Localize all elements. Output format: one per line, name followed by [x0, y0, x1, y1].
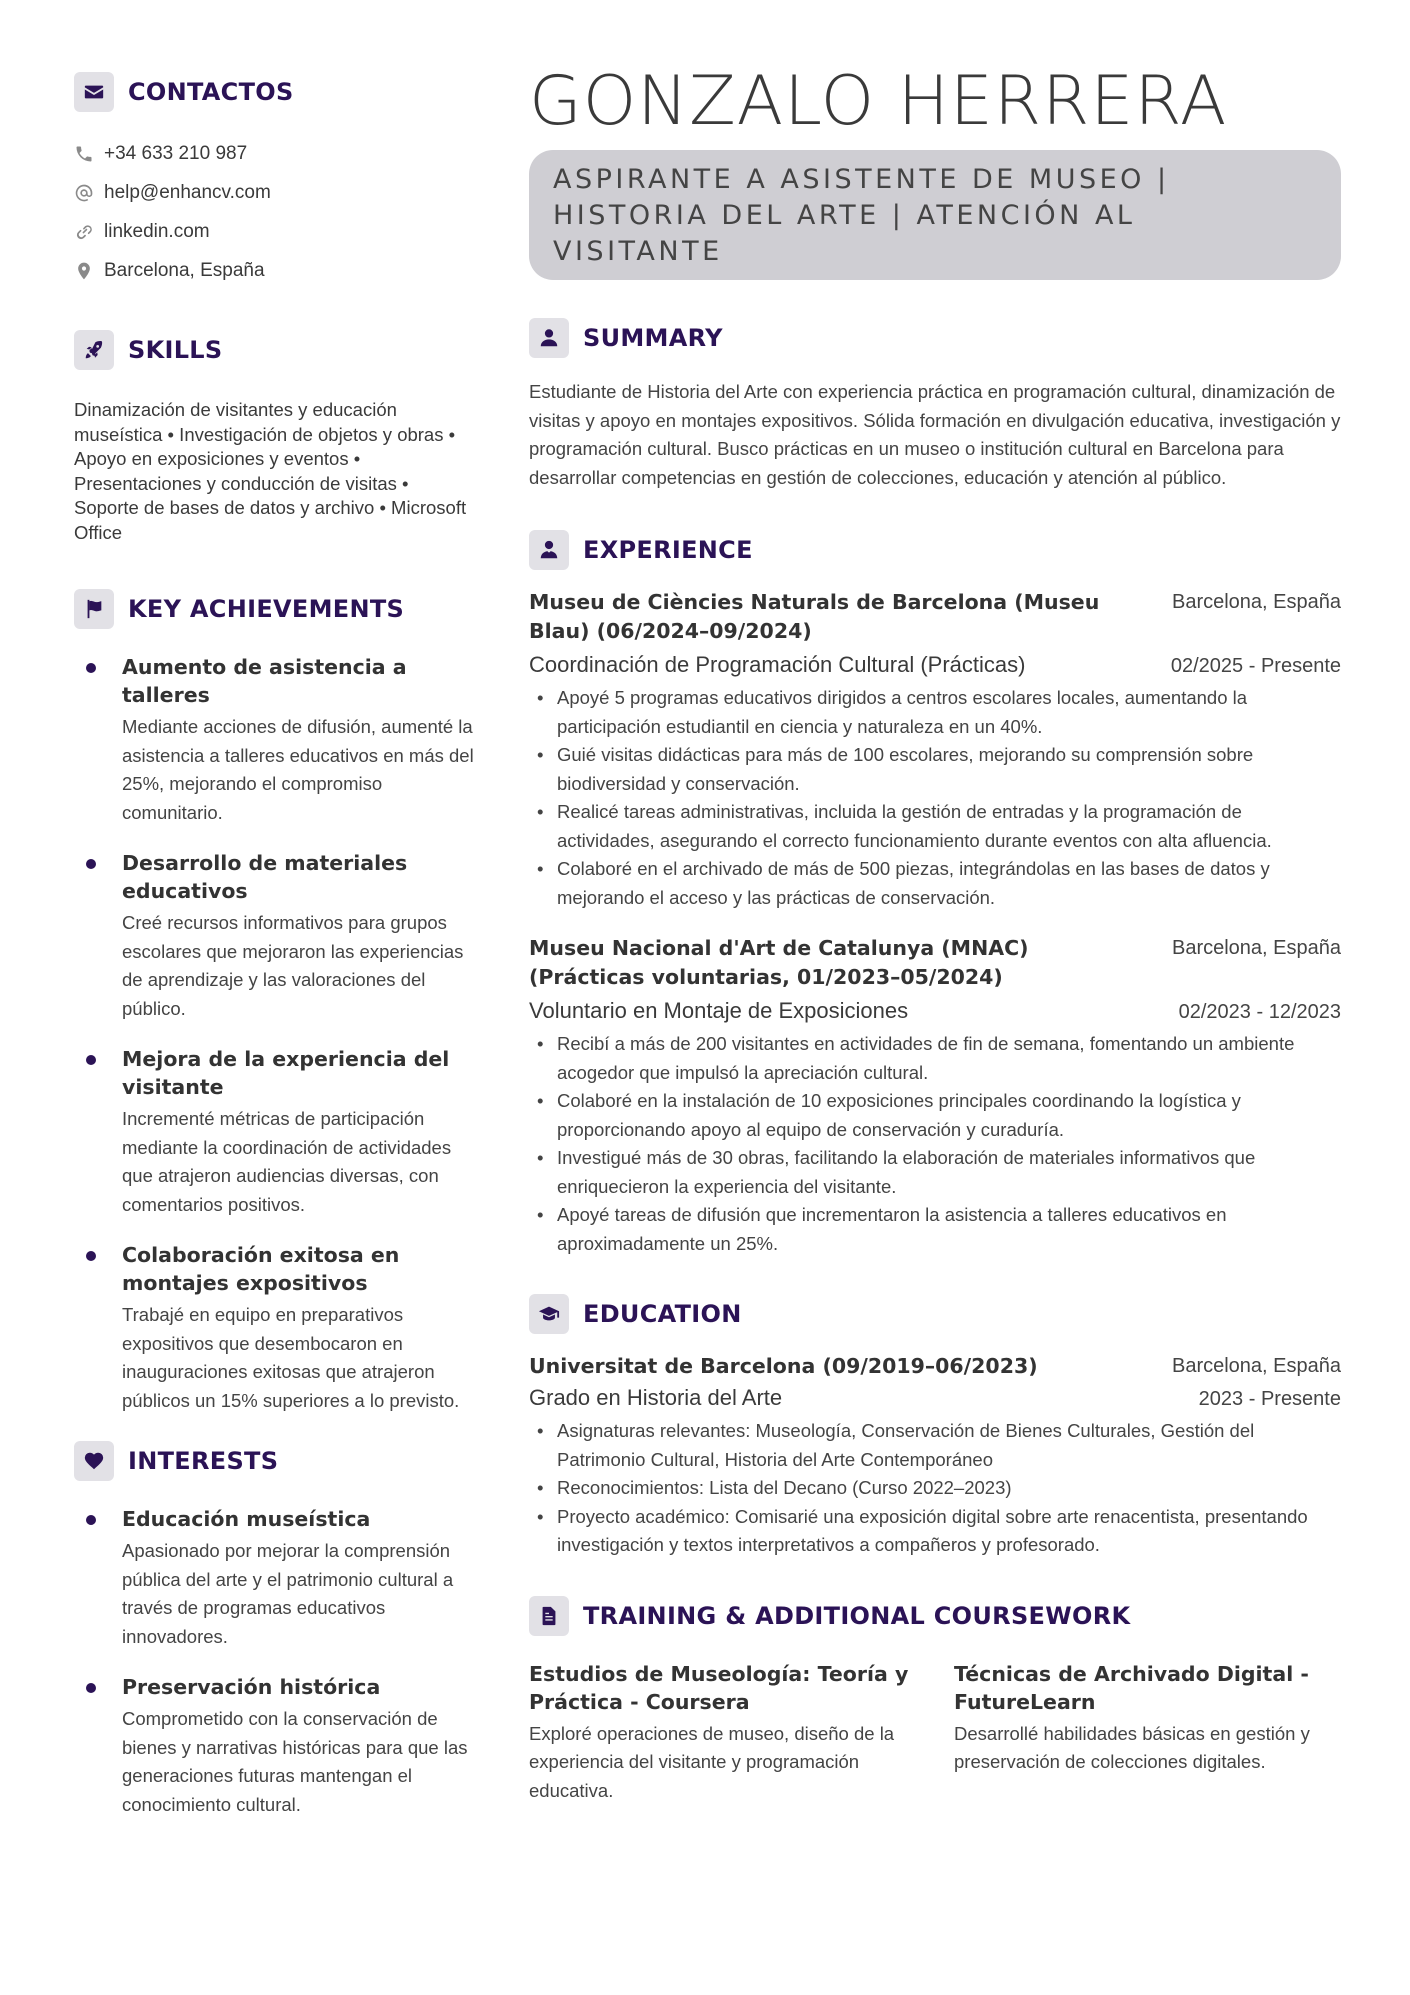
- contacts-header: [74, 72, 474, 112]
- bullet-dot: [86, 1055, 96, 1065]
- bullet-dot: [86, 1683, 96, 1693]
- skills-text: Dinamización de visitantes y educación museística • Investigación de objetos y obras • Apoyo en exposiciones y eventos • Presentaciones y conducción de visitas • Soporte de bases de datos y archivo • Microsoft Office: [74, 399, 467, 543]
- interests-title: INTERESTS: [128, 1447, 279, 1475]
- achievement-title: Aumento de asistencia a talleres: [122, 655, 407, 707]
- training-item-desc: Exploré operaciones de museo, diseño de la experiencia del visitante y programación educativa.: [529, 1722, 895, 1801]
- skills-header: [74, 330, 474, 370]
- achievement-desc: Trabajé en equipo en preparativos expositivos que desembocaron en inauguraciones exitosas que atrajeron públicos un 15% superiores a lo previsto.: [122, 1304, 460, 1411]
- experience-role: Voluntario en Montaje de Exposiciones: [529, 998, 909, 1023]
- achievement-desc: Creé recursos informativos para grupos escolares que mejoraron las experiencias de aprendizaje y las valoraciones del público.: [122, 912, 464, 1019]
- training-title: TRAINING & ADDITIONAL COURSEWORK: [583, 1601, 1131, 1630]
- training-header: [529, 1596, 1341, 1636]
- education-bullet: • Proyecto académico: Comisarié una exposición digital sobre arte renacentista, presentando investigación y textos interpretativos a compañeros y profesorado.: [529, 1503, 1341, 1560]
- summary-header: [529, 318, 1341, 358]
- experience-bullet: • Colaboré en la instalación de 10 exposiciones principales coordinando la logística y proporcionando apoyo al equipo de conservación y curaduría.: [529, 1087, 1341, 1144]
- document-icon: [529, 1596, 569, 1636]
- experience-dates: 02/2023 - 12/2023: [1178, 1001, 1341, 1023]
- headline-box: [529, 150, 1341, 280]
- link-icon: [74, 222, 94, 242]
- education-header: [529, 1294, 1341, 1334]
- skills-title: SKILLS: [128, 336, 223, 364]
- summary-text: Estudiante de Historia del Arte con experiencia práctica en programación cultural, dinamización de visitas y apoyo en montajes expositivos. Sólida formación en divulgación educativa, investigación y programación cultural. Busco prácticas en un museo o institución cultural en Barcelona para desarrollar competencias en gestión de colecciones, educación y atención al público.: [529, 381, 1341, 488]
- achievement-title: Desarrollo de materiales educativos: [122, 851, 408, 903]
- achievement-item: [74, 653, 474, 827]
- location-text: Barcelona, España: [104, 259, 265, 281]
- flag-icon: [74, 589, 114, 629]
- training-item-desc: Desarrollé habilidades básicas en gestión y preservación de colecciones digitales.: [954, 1722, 1310, 1772]
- interest-desc: Comprometido con la conservación de bienes y narrativas históricas para que las generaciones futuras mantengan el conocimiento cultural.: [122, 1708, 468, 1815]
- phone-text: +34 633 210 987: [104, 142, 248, 164]
- right-column: [529, 62, 1341, 1805]
- education-section: [529, 1294, 1341, 1560]
- education-bullet: • Asignaturas relevantes: Museología, Conservación de Bienes Culturales, Gestión del Patrimonio Cultural, Historia del Arte Contemporáneo: [529, 1417, 1341, 1474]
- training-section: [529, 1596, 1341, 1806]
- interest-title: Educación museística: [122, 1507, 371, 1531]
- interest-title: Preservación histórica: [122, 1675, 381, 1699]
- education-title: EDUCATION: [583, 1300, 742, 1328]
- contact-location: [74, 251, 474, 290]
- summary-section: [529, 318, 1341, 492]
- education-bullet: • Reconocimientos: Lista del Decano (Curso 2022–2023): [529, 1474, 1341, 1503]
- experience-bullet: • Apoyé 5 programas educativos dirigidos a centros escolares locales, aumentando la participación estudiantil en ciencia y naturaleza en un 40%.: [529, 684, 1341, 741]
- experience-company: Museu de Ciències Naturals de Barcelona (Museu Blau) (06/2024–09/2024): [529, 590, 1100, 643]
- achievements-section: [74, 589, 474, 1415]
- location-pin-icon: [74, 261, 94, 281]
- education-location: Barcelona, España: [1171, 1355, 1341, 1377]
- interest-desc: Apasionado por mejorar la comprensión pública del arte y el patrimonio cultural a través de programas educativos innovadores.: [122, 1540, 454, 1647]
- envelope-icon: [74, 72, 114, 112]
- interest-item: [74, 1673, 474, 1819]
- achievement-item: [74, 1045, 474, 1219]
- experience-role: Coordinación de Programación Cultural (Prácticas): [529, 652, 1026, 677]
- education-item: [529, 1352, 1341, 1560]
- achievement-desc: Incrementé métricas de participación mediante la coordinación de actividades que atrajeron audiencias diversas, con comentarios positivos.: [122, 1108, 452, 1215]
- email-text[interactable]: help@enhancv.com: [104, 181, 271, 203]
- candidate-name: GONZALO HERRERA: [529, 62, 1228, 141]
- contact-linkedin[interactable]: [74, 212, 474, 251]
- bullet-dot: [86, 1251, 96, 1261]
- linkedin-text[interactable]: linkedin.com: [104, 220, 210, 242]
- heart-icon: [74, 1441, 114, 1481]
- achievements-header: [74, 589, 474, 629]
- achievement-title: Mejora de la experiencia del visitante: [122, 1047, 450, 1099]
- education-degree: Grado en Historia del Arte: [529, 1385, 783, 1410]
- training-item: [529, 1660, 916, 1806]
- experience-company: Museu Nacional d'Art de Catalunya (MNAC) (Prácticas voluntarias, 01/2023–05/2024): [529, 936, 1029, 989]
- graduation-cap-icon: [529, 1294, 569, 1334]
- experience-bullet: • Apoyé tareas de difusión que incrementaron la asistencia a talleres educativos en aproximadamente un 25%.: [529, 1201, 1341, 1258]
- experience-bullet: • Colaboré en el archivado de más de 500 piezas, integrándolas en las bases de datos y mejorando el acceso y las prácticas de conservación.: [529, 855, 1341, 912]
- achievement-item: [74, 1241, 474, 1415]
- user-tie-icon: [529, 530, 569, 570]
- at-icon: [74, 183, 94, 203]
- experience-header: [529, 530, 1341, 570]
- contact-email[interactable]: [74, 173, 474, 212]
- experience-location: Barcelona, España: [1171, 591, 1341, 613]
- experience-bullet: • Guié visitas didácticas para más de 100 escolares, mejorando su comprensión sobre biodiversidad y conservación.: [529, 741, 1341, 798]
- achievement-desc: Mediante acciones de difusión, aumenté la asistencia a talleres educativos en más del 25%, mejorando el compromiso comunitario.: [122, 716, 474, 823]
- experience-title: EXPERIENCE: [583, 536, 753, 564]
- phone-icon: [74, 144, 94, 164]
- achievement-item: [74, 849, 474, 1023]
- training-item-title: Estudios de Museología: Teoría y Práctica - Coursera: [529, 1661, 909, 1714]
- rocket-icon: [74, 330, 114, 370]
- training-item: [954, 1660, 1341, 1806]
- headline-text: ASPIRANTE A ASISTENTE DE MUSEO | HISTORIA DEL ARTE | ATENCIÓN AL VISITANTE: [553, 164, 1170, 267]
- experience-bullet: • Realicé tareas administrativas, incluida la gestión de entradas y la programación de actividades, asegurando el correcto funcionamiento durante eventos con alta afluencia.: [529, 798, 1341, 855]
- education-dates: 2023 - Presente: [1198, 1388, 1341, 1410]
- interests-header: [74, 1441, 474, 1481]
- education-school: Universitat de Barcelona (09/2019–06/2023): [529, 1354, 1038, 1378]
- experience-location: Barcelona, España: [1171, 937, 1341, 959]
- bullet-dot: [86, 663, 96, 673]
- contacts-section: [74, 72, 474, 290]
- experience-bullet: • Investigué más de 30 obras, facilitando la elaboración de materiales informativos que enriquecieron la experiencia del visitante.: [529, 1144, 1341, 1201]
- bullet-dot: [86, 1515, 96, 1525]
- bullet-dot: [86, 859, 96, 869]
- skills-section: [74, 330, 474, 545]
- user-icon: [529, 318, 569, 358]
- interests-section: [74, 1441, 474, 1819]
- experience-item: [529, 934, 1341, 1258]
- achievements-title: KEY ACHIEVEMENTS: [128, 595, 405, 623]
- interest-item: [74, 1505, 474, 1651]
- experience-section: [529, 530, 1341, 1258]
- training-item-title: Técnicas de Archivado Digital - FutureLearn: [954, 1661, 1309, 1714]
- experience-item: [529, 588, 1341, 912]
- experience-dates: 02/2025 - Presente: [1170, 655, 1341, 677]
- contact-phone: [74, 134, 474, 173]
- achievement-title: Colaboración exitosa en montajes expositivos: [122, 1243, 400, 1295]
- experience-bullet: • Recibí a más de 200 visitantes en actividades de fin de semana, fomentando un ambiente acogedor que impulsó la apreciación cultural.: [529, 1030, 1341, 1087]
- contacts-title: CONTACTOS: [128, 78, 294, 106]
- summary-title: SUMMARY: [583, 324, 723, 352]
- left-column: [74, 72, 474, 1841]
